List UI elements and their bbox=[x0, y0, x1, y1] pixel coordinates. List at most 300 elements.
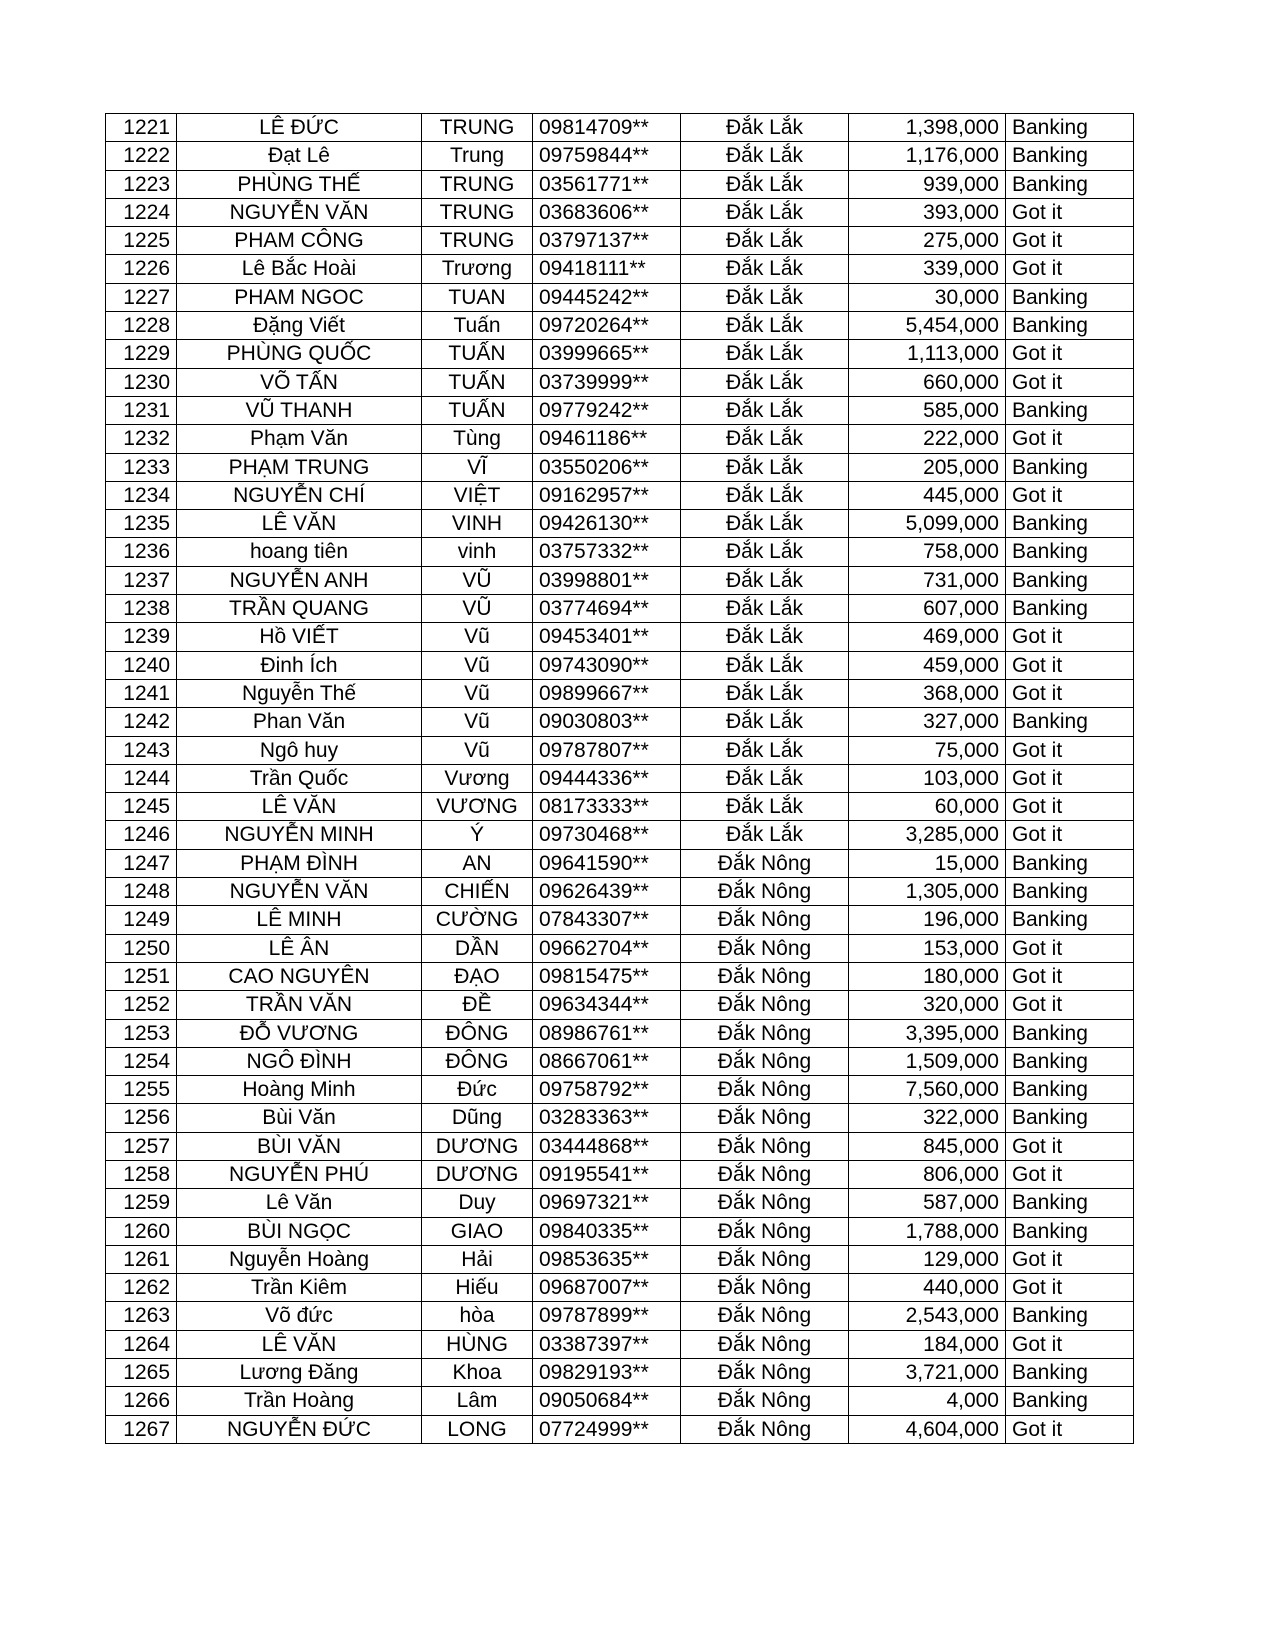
amount-cell: 1,509,000 bbox=[849, 1047, 1006, 1075]
phone-cell: 03757332** bbox=[533, 538, 681, 566]
table-row bbox=[106, 736, 1134, 764]
province-cell: Đắk Lắk bbox=[681, 510, 849, 538]
table-row bbox=[106, 764, 1134, 792]
payment-method-cell: Banking bbox=[1006, 1076, 1134, 1104]
payment-method-cell: Banking bbox=[1006, 1047, 1134, 1075]
row-number-cell: 1236 bbox=[106, 538, 177, 566]
amount-cell: 60,000 bbox=[849, 793, 1006, 821]
table-row bbox=[106, 1132, 1134, 1160]
payment-method-cell: Banking bbox=[1006, 510, 1134, 538]
table-row bbox=[106, 878, 1134, 906]
table-row bbox=[106, 679, 1134, 707]
given-name-cell: VINH bbox=[422, 510, 533, 538]
amount-cell: 3,721,000 bbox=[849, 1359, 1006, 1387]
amount-cell: 15,000 bbox=[849, 849, 1006, 877]
phone-cell: 09829193** bbox=[533, 1359, 681, 1387]
surname-cell: Hồ VIẾT bbox=[177, 623, 422, 651]
payment-method-cell: Got it bbox=[1006, 793, 1134, 821]
surname-cell: TRẦN QUANG bbox=[177, 595, 422, 623]
payment-method-cell: Got it bbox=[1006, 821, 1134, 849]
table-row bbox=[106, 340, 1134, 368]
given-name-cell: ĐÔNG bbox=[422, 1019, 533, 1047]
row-number-cell: 1245 bbox=[106, 793, 177, 821]
payment-method-cell: Banking bbox=[1006, 396, 1134, 424]
row-number-cell: 1265 bbox=[106, 1359, 177, 1387]
amount-cell: 5,454,000 bbox=[849, 312, 1006, 340]
payment-method-cell: Got it bbox=[1006, 962, 1134, 990]
given-name-cell: DƯƠNG bbox=[422, 1160, 533, 1188]
surname-cell: Trần Hoàng bbox=[177, 1387, 422, 1415]
surname-cell: BÙI NGỌC bbox=[177, 1217, 422, 1245]
phone-cell: 09453401** bbox=[533, 623, 681, 651]
amount-cell: 731,000 bbox=[849, 566, 1006, 594]
payment-method-cell: Got it bbox=[1006, 1160, 1134, 1188]
row-number-cell: 1248 bbox=[106, 878, 177, 906]
payment-method-cell: Got it bbox=[1006, 1132, 1134, 1160]
phone-cell: 07724999** bbox=[533, 1415, 681, 1443]
payment-method-cell: Banking bbox=[1006, 538, 1134, 566]
phone-cell: 09687007** bbox=[533, 1274, 681, 1302]
row-number-cell: 1242 bbox=[106, 708, 177, 736]
phone-cell: 08173333** bbox=[533, 793, 681, 821]
payment-method-cell: Banking bbox=[1006, 566, 1134, 594]
phone-cell: 09840335** bbox=[533, 1217, 681, 1245]
amount-cell: 3,285,000 bbox=[849, 821, 1006, 849]
province-cell: Đắk Nông bbox=[681, 962, 849, 990]
surname-cell: Võ đức bbox=[177, 1302, 422, 1330]
table-row bbox=[106, 1387, 1134, 1415]
table-row bbox=[106, 396, 1134, 424]
row-number-cell: 1247 bbox=[106, 849, 177, 877]
surname-cell: NGUYỄN CHÍ bbox=[177, 481, 422, 509]
province-cell: Đắk Lắk bbox=[681, 198, 849, 226]
given-name-cell: Tùng bbox=[422, 425, 533, 453]
table-row bbox=[106, 1217, 1134, 1245]
payment-method-cell: Got it bbox=[1006, 934, 1134, 962]
row-number-cell: 1264 bbox=[106, 1330, 177, 1358]
phone-cell: 09899667** bbox=[533, 679, 681, 707]
amount-cell: 459,000 bbox=[849, 651, 1006, 679]
amount-cell: 5,099,000 bbox=[849, 510, 1006, 538]
surname-cell: Trần Quốc bbox=[177, 764, 422, 792]
province-cell: Đắk Lắk bbox=[681, 679, 849, 707]
payment-method-cell: Got it bbox=[1006, 481, 1134, 509]
table-row bbox=[106, 425, 1134, 453]
phone-cell: 09730468** bbox=[533, 821, 681, 849]
surname-cell: Trần Kiêm bbox=[177, 1274, 422, 1302]
table-row bbox=[106, 821, 1134, 849]
province-cell: Đắk Nông bbox=[681, 1189, 849, 1217]
payment-method-cell: Got it bbox=[1006, 227, 1134, 255]
table-row bbox=[106, 1019, 1134, 1047]
phone-cell: 09641590** bbox=[533, 849, 681, 877]
amount-cell: 339,000 bbox=[849, 255, 1006, 283]
row-number-cell: 1233 bbox=[106, 453, 177, 481]
phone-cell: 09050684** bbox=[533, 1387, 681, 1415]
surname-cell: NGUYỄN ĐỨC bbox=[177, 1415, 422, 1443]
amount-cell: 1,305,000 bbox=[849, 878, 1006, 906]
payment-method-cell: Banking bbox=[1006, 283, 1134, 311]
donation-table bbox=[105, 113, 1134, 1444]
province-cell: Đắk Nông bbox=[681, 934, 849, 962]
given-name-cell: VŨ bbox=[422, 566, 533, 594]
phone-cell: 03387397** bbox=[533, 1330, 681, 1358]
phone-cell: 09697321** bbox=[533, 1189, 681, 1217]
province-cell: Đắk Nông bbox=[681, 906, 849, 934]
given-name-cell: AN bbox=[422, 849, 533, 877]
province-cell: Đắk Nông bbox=[681, 1330, 849, 1358]
amount-cell: 103,000 bbox=[849, 764, 1006, 792]
row-number-cell: 1258 bbox=[106, 1160, 177, 1188]
phone-cell: 09815475** bbox=[533, 962, 681, 990]
surname-cell: PHẠM TRUNG bbox=[177, 453, 422, 481]
surname-cell: PHẠM ĐÌNH bbox=[177, 849, 422, 877]
province-cell: Đắk Nông bbox=[681, 1415, 849, 1443]
payment-method-cell: Banking bbox=[1006, 849, 1134, 877]
province-cell: Đắk Lắk bbox=[681, 566, 849, 594]
row-number-cell: 1260 bbox=[106, 1217, 177, 1245]
phone-cell: 09662704** bbox=[533, 934, 681, 962]
payment-method-cell: Banking bbox=[1006, 595, 1134, 623]
payment-method-cell: Banking bbox=[1006, 142, 1134, 170]
surname-cell: NGÔ ĐÌNH bbox=[177, 1047, 422, 1075]
row-number-cell: 1226 bbox=[106, 255, 177, 283]
table-row bbox=[106, 1245, 1134, 1273]
amount-cell: 4,000 bbox=[849, 1387, 1006, 1415]
phone-cell: 03999665** bbox=[533, 340, 681, 368]
table-row bbox=[106, 962, 1134, 990]
payment-method-cell: Banking bbox=[1006, 1302, 1134, 1330]
table-row bbox=[106, 595, 1134, 623]
amount-cell: 758,000 bbox=[849, 538, 1006, 566]
phone-cell: 09444336** bbox=[533, 764, 681, 792]
payment-method-cell: Got it bbox=[1006, 425, 1134, 453]
table-row bbox=[106, 1076, 1134, 1104]
row-number-cell: 1254 bbox=[106, 1047, 177, 1075]
row-number-cell: 1227 bbox=[106, 283, 177, 311]
amount-cell: 1,788,000 bbox=[849, 1217, 1006, 1245]
given-name-cell: LONG bbox=[422, 1415, 533, 1443]
amount-cell: 205,000 bbox=[849, 453, 1006, 481]
province-cell: Đắk Lắk bbox=[681, 340, 849, 368]
row-number-cell: 1255 bbox=[106, 1076, 177, 1104]
phone-cell: 09787807** bbox=[533, 736, 681, 764]
payment-method-cell: Banking bbox=[1006, 906, 1134, 934]
province-cell: Đắk Nông bbox=[681, 1047, 849, 1075]
phone-cell: 03998801** bbox=[533, 566, 681, 594]
row-number-cell: 1234 bbox=[106, 481, 177, 509]
row-number-cell: 1249 bbox=[106, 906, 177, 934]
phone-cell: 09195541** bbox=[533, 1160, 681, 1188]
row-number-cell: 1239 bbox=[106, 623, 177, 651]
phone-cell: 03797137** bbox=[533, 227, 681, 255]
amount-cell: 1,398,000 bbox=[849, 114, 1006, 142]
table-row bbox=[106, 793, 1134, 821]
given-name-cell: DƯƠNG bbox=[422, 1132, 533, 1160]
given-name-cell: TUẤN bbox=[422, 340, 533, 368]
province-cell: Đắk Nông bbox=[681, 878, 849, 906]
given-name-cell: Dũng bbox=[422, 1104, 533, 1132]
province-cell: Đắk Lắk bbox=[681, 283, 849, 311]
table-row bbox=[106, 1160, 1134, 1188]
phone-cell: 09626439** bbox=[533, 878, 681, 906]
surname-cell: PHAM CÔNG bbox=[177, 227, 422, 255]
amount-cell: 75,000 bbox=[849, 736, 1006, 764]
row-number-cell: 1244 bbox=[106, 764, 177, 792]
row-number-cell: 1225 bbox=[106, 227, 177, 255]
phone-cell: 03683606** bbox=[533, 198, 681, 226]
table-row bbox=[106, 1274, 1134, 1302]
amount-cell: 445,000 bbox=[849, 481, 1006, 509]
surname-cell: Lê Bắc Hoài bbox=[177, 255, 422, 283]
row-number-cell: 1246 bbox=[106, 821, 177, 849]
surname-cell: Đạt Lê bbox=[177, 142, 422, 170]
table-row bbox=[106, 227, 1134, 255]
province-cell: Đắk Lắk bbox=[681, 481, 849, 509]
table-row bbox=[106, 1359, 1134, 1387]
province-cell: Đắk Lắk bbox=[681, 651, 849, 679]
province-cell: Đắk Lắk bbox=[681, 142, 849, 170]
phone-cell: 07843307** bbox=[533, 906, 681, 934]
row-number-cell: 1259 bbox=[106, 1189, 177, 1217]
table-row bbox=[106, 538, 1134, 566]
row-number-cell: 1223 bbox=[106, 170, 177, 198]
phone-cell: 09418111** bbox=[533, 255, 681, 283]
table-row bbox=[106, 198, 1134, 226]
row-number-cell: 1253 bbox=[106, 1019, 177, 1047]
province-cell: Đắk Lắk bbox=[681, 396, 849, 424]
row-number-cell: 1267 bbox=[106, 1415, 177, 1443]
phone-cell: 09853635** bbox=[533, 1245, 681, 1273]
given-name-cell: vinh bbox=[422, 538, 533, 566]
amount-cell: 1,176,000 bbox=[849, 142, 1006, 170]
amount-cell: 129,000 bbox=[849, 1245, 1006, 1273]
row-number-cell: 1222 bbox=[106, 142, 177, 170]
payment-method-cell: Got it bbox=[1006, 340, 1134, 368]
surname-cell: NGUYỄN PHÚ bbox=[177, 1160, 422, 1188]
province-cell: Đắk Nông bbox=[681, 1359, 849, 1387]
given-name-cell: Hải bbox=[422, 1245, 533, 1273]
province-cell: Đắk Nông bbox=[681, 1132, 849, 1160]
surname-cell: Phan Văn bbox=[177, 708, 422, 736]
payment-method-cell: Banking bbox=[1006, 1217, 1134, 1245]
surname-cell: Nguyễn Hoàng bbox=[177, 1245, 422, 1273]
table-row bbox=[106, 510, 1134, 538]
payment-method-cell: Got it bbox=[1006, 1330, 1134, 1358]
province-cell: Đắk Lắk bbox=[681, 538, 849, 566]
given-name-cell: Trung bbox=[422, 142, 533, 170]
row-number-cell: 1237 bbox=[106, 566, 177, 594]
phone-cell: 09758792** bbox=[533, 1076, 681, 1104]
surname-cell: LÊ ÂN bbox=[177, 934, 422, 962]
surname-cell: Hoàng Minh bbox=[177, 1076, 422, 1104]
table-row bbox=[106, 1330, 1134, 1358]
surname-cell: PHÙNG QUỐC bbox=[177, 340, 422, 368]
table-row bbox=[106, 934, 1134, 962]
row-number-cell: 1230 bbox=[106, 368, 177, 396]
table-row bbox=[106, 481, 1134, 509]
table-row bbox=[106, 114, 1134, 142]
given-name-cell: VƯƠNG bbox=[422, 793, 533, 821]
given-name-cell: GIAO bbox=[422, 1217, 533, 1245]
table-row bbox=[106, 1189, 1134, 1217]
given-name-cell: ĐẠO bbox=[422, 962, 533, 990]
phone-cell: 09445242** bbox=[533, 283, 681, 311]
payment-method-cell: Banking bbox=[1006, 1104, 1134, 1132]
given-name-cell: hòa bbox=[422, 1302, 533, 1330]
payment-method-cell: Got it bbox=[1006, 991, 1134, 1019]
surname-cell: LÊ VĂN bbox=[177, 793, 422, 821]
province-cell: Đắk Nông bbox=[681, 849, 849, 877]
province-cell: Đắk Lắk bbox=[681, 764, 849, 792]
surname-cell: NGUYỄN MINH bbox=[177, 821, 422, 849]
surname-cell: NGUYỄN VĂN bbox=[177, 878, 422, 906]
surname-cell: BÙI VĂN bbox=[177, 1132, 422, 1160]
province-cell: Đắk Nông bbox=[681, 1302, 849, 1330]
surname-cell: PHAM NGOC bbox=[177, 283, 422, 311]
given-name-cell: VĨ bbox=[422, 453, 533, 481]
given-name-cell: Lâm bbox=[422, 1387, 533, 1415]
province-cell: Đắk Nông bbox=[681, 1104, 849, 1132]
payment-method-cell: Banking bbox=[1006, 170, 1134, 198]
row-number-cell: 1251 bbox=[106, 962, 177, 990]
amount-cell: 368,000 bbox=[849, 679, 1006, 707]
payment-method-cell: Banking bbox=[1006, 1019, 1134, 1047]
phone-cell: 03444868** bbox=[533, 1132, 681, 1160]
given-name-cell: Ý bbox=[422, 821, 533, 849]
row-number-cell: 1257 bbox=[106, 1132, 177, 1160]
given-name-cell: CHIẾN bbox=[422, 878, 533, 906]
phone-cell: 09787899** bbox=[533, 1302, 681, 1330]
given-name-cell: Vũ bbox=[422, 679, 533, 707]
row-number-cell: 1231 bbox=[106, 396, 177, 424]
table-row bbox=[106, 1104, 1134, 1132]
given-name-cell: TUẤN bbox=[422, 396, 533, 424]
table-row bbox=[106, 651, 1134, 679]
amount-cell: 587,000 bbox=[849, 1189, 1006, 1217]
table-row bbox=[106, 368, 1134, 396]
payment-method-cell: Banking bbox=[1006, 1189, 1134, 1217]
phone-cell: 09720264** bbox=[533, 312, 681, 340]
phone-cell: 09162957** bbox=[533, 481, 681, 509]
payment-method-cell: Got it bbox=[1006, 1245, 1134, 1273]
surname-cell: Đinh Ích bbox=[177, 651, 422, 679]
row-number-cell: 1256 bbox=[106, 1104, 177, 1132]
province-cell: Đắk Nông bbox=[681, 991, 849, 1019]
province-cell: Đắk Nông bbox=[681, 1217, 849, 1245]
surname-cell: NGUYỄN VĂN bbox=[177, 198, 422, 226]
province-cell: Đắk Lắk bbox=[681, 623, 849, 651]
province-cell: Đắk Lắk bbox=[681, 255, 849, 283]
surname-cell: LÊ MINH bbox=[177, 906, 422, 934]
phone-cell: 08986761** bbox=[533, 1019, 681, 1047]
given-name-cell: ĐỀ bbox=[422, 991, 533, 1019]
row-number-cell: 1266 bbox=[106, 1387, 177, 1415]
payment-method-cell: Banking bbox=[1006, 312, 1134, 340]
amount-cell: 180,000 bbox=[849, 962, 1006, 990]
phone-cell: 03283363** bbox=[533, 1104, 681, 1132]
amount-cell: 469,000 bbox=[849, 623, 1006, 651]
given-name-cell: TRUNG bbox=[422, 170, 533, 198]
given-name-cell: CƯỜNG bbox=[422, 906, 533, 934]
payment-method-cell: Banking bbox=[1006, 1387, 1134, 1415]
payment-method-cell: Got it bbox=[1006, 651, 1134, 679]
amount-cell: 607,000 bbox=[849, 595, 1006, 623]
amount-cell: 196,000 bbox=[849, 906, 1006, 934]
amount-cell: 153,000 bbox=[849, 934, 1006, 962]
table-row bbox=[106, 312, 1134, 340]
row-number-cell: 1263 bbox=[106, 1302, 177, 1330]
amount-cell: 845,000 bbox=[849, 1132, 1006, 1160]
row-number-cell: 1250 bbox=[106, 934, 177, 962]
table-row bbox=[106, 255, 1134, 283]
province-cell: Đắk Lắk bbox=[681, 368, 849, 396]
row-number-cell: 1252 bbox=[106, 991, 177, 1019]
payment-method-cell: Banking bbox=[1006, 1359, 1134, 1387]
payment-method-cell: Banking bbox=[1006, 114, 1134, 142]
surname-cell: ĐỖ VƯƠNG bbox=[177, 1019, 422, 1047]
row-number-cell: 1229 bbox=[106, 340, 177, 368]
row-number-cell: 1221 bbox=[106, 114, 177, 142]
amount-cell: 660,000 bbox=[849, 368, 1006, 396]
payment-method-cell: Got it bbox=[1006, 679, 1134, 707]
phone-cell: 09814709** bbox=[533, 114, 681, 142]
amount-cell: 7,560,000 bbox=[849, 1076, 1006, 1104]
given-name-cell: Khoa bbox=[422, 1359, 533, 1387]
payment-method-cell: Banking bbox=[1006, 878, 1134, 906]
surname-cell: Đặng Viết bbox=[177, 312, 422, 340]
table-row bbox=[106, 906, 1134, 934]
table-row bbox=[106, 142, 1134, 170]
amount-cell: 939,000 bbox=[849, 170, 1006, 198]
province-cell: Đắk Lắk bbox=[681, 170, 849, 198]
given-name-cell: DẦN bbox=[422, 934, 533, 962]
given-name-cell: Hiếu bbox=[422, 1274, 533, 1302]
phone-cell: 09426130** bbox=[533, 510, 681, 538]
province-cell: Đắk Lắk bbox=[681, 793, 849, 821]
phone-cell: 09779242** bbox=[533, 396, 681, 424]
surname-cell: VÕ TẤN bbox=[177, 368, 422, 396]
province-cell: Đắk Lắk bbox=[681, 821, 849, 849]
province-cell: Đắk Lắk bbox=[681, 425, 849, 453]
surname-cell: TRẦN VĂN bbox=[177, 991, 422, 1019]
row-number-cell: 1238 bbox=[106, 595, 177, 623]
amount-cell: 393,000 bbox=[849, 198, 1006, 226]
payment-method-cell: Banking bbox=[1006, 708, 1134, 736]
table-row bbox=[106, 1047, 1134, 1075]
given-name-cell: ĐÔNG bbox=[422, 1047, 533, 1075]
row-number-cell: 1235 bbox=[106, 510, 177, 538]
phone-cell: 08667061** bbox=[533, 1047, 681, 1075]
amount-cell: 222,000 bbox=[849, 425, 1006, 453]
amount-cell: 322,000 bbox=[849, 1104, 1006, 1132]
amount-cell: 3,395,000 bbox=[849, 1019, 1006, 1047]
given-name-cell: Vũ bbox=[422, 708, 533, 736]
row-number-cell: 1224 bbox=[106, 198, 177, 226]
surname-cell: LÊ VĂN bbox=[177, 510, 422, 538]
surname-cell: Bùi Văn bbox=[177, 1104, 422, 1132]
surname-cell: Nguyễn Thế bbox=[177, 679, 422, 707]
payment-method-cell: Got it bbox=[1006, 736, 1134, 764]
table-row bbox=[106, 453, 1134, 481]
payment-method-cell: Got it bbox=[1006, 368, 1134, 396]
given-name-cell: VIỆT bbox=[422, 481, 533, 509]
province-cell: Đắk Lắk bbox=[681, 595, 849, 623]
phone-cell: 09030803** bbox=[533, 708, 681, 736]
amount-cell: 2,543,000 bbox=[849, 1302, 1006, 1330]
phone-cell: 09743090** bbox=[533, 651, 681, 679]
amount-cell: 30,000 bbox=[849, 283, 1006, 311]
